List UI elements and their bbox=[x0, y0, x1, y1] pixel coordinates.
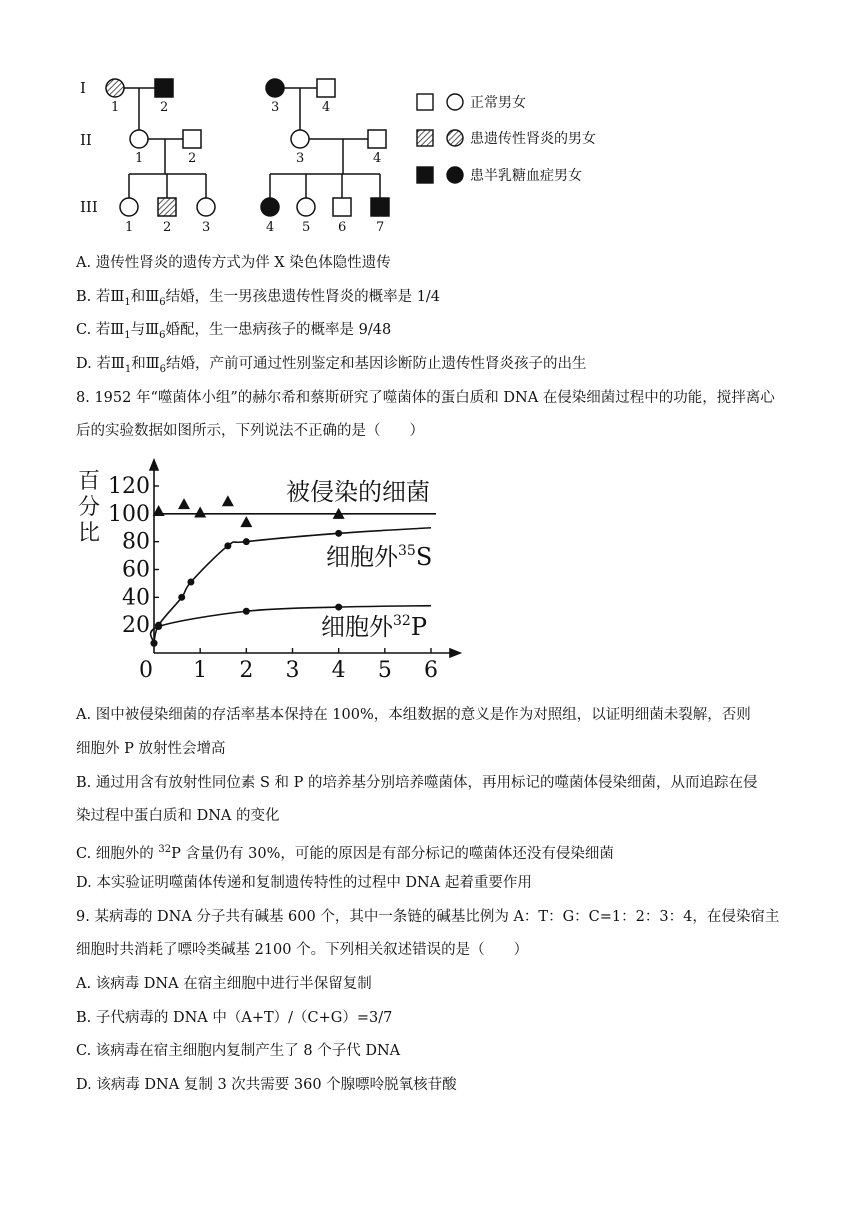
III4-galactosemia-female bbox=[261, 198, 279, 216]
bacteria-triangle-point bbox=[178, 498, 190, 509]
q8-option-d: D. 本实验证明噬菌体传递和复制遗传特性的过程中 DNA 起着重要作用 bbox=[76, 875, 532, 891]
q8-stem-line1: 8. 1952 年“噬菌体小组”的赫尔希和蔡斯研究了噬菌体的蛋白质和 DNA 在侵染细菌过程中的功能，搅拌离心 bbox=[76, 390, 775, 406]
q7-option-d: D. 若$Ⅲ_1$和$Ⅲ_6$结婚，产前可通过性别鉴定和基因诊断防止遗传性肾炎孩子的出生 bbox=[76, 356, 587, 375]
series-dot-point-32 bbox=[243, 608, 250, 615]
q8-option-c: C. 细胞外的 $^{32}$P 含量仍有 30%，可能的原因是有部分标记的噬菌体还没有侵染细菌 bbox=[76, 844, 614, 862]
x-tick-label: 3 bbox=[285, 658, 300, 678]
q7-option-b: B. 若$Ⅲ_1$和$Ⅲ_6$结婚，生一男孩患遗传性肾炎的概率是 1/4 bbox=[76, 289, 441, 308]
num-I3: 3 bbox=[271, 100, 280, 115]
legend-nephritis-female-icon bbox=[447, 130, 463, 146]
III1-normal-female bbox=[120, 198, 138, 216]
legend-normal-female-icon bbox=[447, 94, 463, 110]
num-III6: 6 bbox=[338, 220, 347, 235]
y-tick-label: 80 bbox=[122, 529, 150, 555]
series-dot-point-35 bbox=[335, 530, 342, 537]
num-II1: 1 bbox=[135, 151, 144, 166]
II4-normal-male bbox=[368, 130, 386, 148]
series-dot-point-35 bbox=[187, 579, 194, 586]
q8-stem-line2: 后的实验数据如图所示，下列说法不正确的是（ ） bbox=[76, 423, 424, 439]
x-tick-label: 5 bbox=[377, 658, 392, 678]
y-axis-arrow bbox=[150, 460, 158, 470]
q9-option-b: B. 子代病毒的 DNA 中（A+T）/（C+G）=3/7 bbox=[76, 1010, 393, 1026]
y-axis-label-char: 百 bbox=[78, 469, 101, 494]
q8-chart bbox=[76, 458, 476, 678]
q9-stem-line1: 9. 某病毒的 DNA 分子共有碱基 600 个，其中一条链的碱基比例为 A：T：G：C=1：2：3：4，在侵染宿主 bbox=[76, 909, 780, 925]
q8-option-a-line1: A. 图中被侵染细菌的存活率基本保持在 100%，本组数据的意义是作为对照组，以证明细菌未裂解，否则 bbox=[76, 707, 751, 723]
q7-option-a: A. 遗传性肾炎的遗传方式为伴 X 染色体隐性遗传 bbox=[76, 255, 391, 271]
num-III2: 2 bbox=[163, 220, 172, 235]
gen-label-2: II bbox=[80, 131, 92, 149]
q8-option-a-line2: 细胞外 P 放射性会增高 bbox=[76, 741, 226, 757]
num-II3: 3 bbox=[296, 151, 305, 166]
q7-option-c: C. 若$Ⅲ_1$与$Ⅲ_6$婚配，生一患病孩子的概率是 9/48 bbox=[76, 322, 392, 341]
num-I4: 4 bbox=[322, 100, 331, 115]
III5-normal-female bbox=[297, 198, 315, 216]
y-tick-label: 40 bbox=[122, 585, 150, 611]
x-axis-arrow bbox=[450, 649, 460, 657]
y-tick-label: 120 bbox=[108, 474, 150, 499]
series-dot-point-35 bbox=[243, 538, 250, 545]
I3-galactosemia-female bbox=[266, 79, 284, 97]
series-dot-point-35 bbox=[224, 542, 231, 549]
series-dot-point-35 bbox=[178, 594, 185, 601]
legend-normal-label: 正常男女 bbox=[470, 95, 526, 111]
legend-nephritis-label: 患遗传性肾炎的男女 bbox=[470, 131, 596, 147]
y-tick-label: 60 bbox=[122, 557, 150, 583]
bacteria-triangle-point bbox=[240, 516, 252, 527]
III6-normal-male bbox=[333, 198, 351, 216]
phosphorus-series-label: 细胞外$^{32}$P bbox=[321, 613, 427, 641]
legend-galactosemia-male-icon bbox=[417, 167, 433, 183]
III2-nephritis-male bbox=[158, 198, 176, 216]
q8-option-b-line2: 染过程中蛋白质和 DNA 的变化 bbox=[76, 808, 280, 824]
legend-nephritis-male-icon bbox=[417, 130, 433, 146]
gen-label-3: III bbox=[80, 198, 98, 216]
bacteria-triangle-point bbox=[222, 495, 234, 506]
III7-galactosemia-male bbox=[371, 198, 389, 216]
y-tick-label: 100 bbox=[108, 501, 150, 527]
q8-option-b-line1: B. 通过用含有放射性同位素 S 和 P 的培养基分别培养噬菌体，再用标记的噬菌体侵染细菌，从而追踪在侵 bbox=[76, 775, 758, 791]
II3-normal-female bbox=[291, 130, 309, 148]
II1-normal-female bbox=[130, 130, 148, 148]
legend-galactosemia-label: 患半乳糖血症男女 bbox=[470, 168, 582, 184]
x-tick-label: 4 bbox=[331, 658, 346, 678]
q9-option-c: C. 该病毒在宿主细胞内复制产生了 8 个子代 DNA bbox=[76, 1043, 401, 1059]
x-tick-label: 0 bbox=[139, 658, 153, 678]
series-dot-point-32 bbox=[335, 604, 342, 611]
num-III7: 7 bbox=[376, 220, 385, 235]
bacteria-triangle-point bbox=[194, 506, 206, 517]
num-I2: 2 bbox=[160, 100, 169, 115]
II2-normal-male bbox=[183, 130, 201, 148]
legend-galactosemia-female-icon bbox=[447, 167, 463, 183]
q9-stem-line2: 细胞时共消耗了嘌呤类碱基 2100 个。下列相关叙述错误的是（ ） bbox=[76, 942, 529, 958]
q9-option-d: D. 该病毒 DNA 复制 3 次共需要 360 个腺嘌呤脱氧核苷酸 bbox=[76, 1077, 457, 1093]
I2-galactosemia-male bbox=[155, 79, 173, 97]
series-dot-point-32 bbox=[151, 640, 158, 647]
num-III4: 4 bbox=[266, 220, 275, 235]
gen-label-1: I bbox=[80, 79, 86, 97]
y-axis-label-char: 比 bbox=[78, 521, 101, 546]
num-III3: 3 bbox=[202, 220, 211, 235]
y-axis-label-char: 分 bbox=[78, 495, 101, 520]
num-I1: 1 bbox=[111, 100, 120, 115]
bacteria-series-label: 被侵染的细菌 bbox=[286, 478, 430, 506]
x-tick-label: 6 bbox=[424, 658, 438, 678]
num-II4: 4 bbox=[373, 151, 382, 166]
x-tick-label: 1 bbox=[193, 658, 208, 678]
x-tick-label: 2 bbox=[239, 658, 254, 678]
pedigree-legend bbox=[414, 90, 654, 190]
legend-normal-male-icon bbox=[417, 94, 433, 110]
num-III1: 1 bbox=[125, 220, 134, 235]
I4-normal-male bbox=[317, 79, 335, 97]
series-dot-point-32 bbox=[155, 623, 162, 630]
q9-option-a: A. 该病毒 DNA 在宿主细胞中进行半保留复制 bbox=[76, 976, 372, 992]
y-tick-label: 20 bbox=[122, 613, 150, 639]
num-II2: 2 bbox=[188, 151, 197, 166]
sulfur-series-label: 细胞外$^{35}$S bbox=[326, 543, 433, 571]
pedigree-diagram bbox=[70, 66, 450, 236]
num-III5: 5 bbox=[302, 220, 311, 235]
III3-normal-female bbox=[197, 198, 215, 216]
I1-nephritis-female bbox=[106, 79, 124, 97]
